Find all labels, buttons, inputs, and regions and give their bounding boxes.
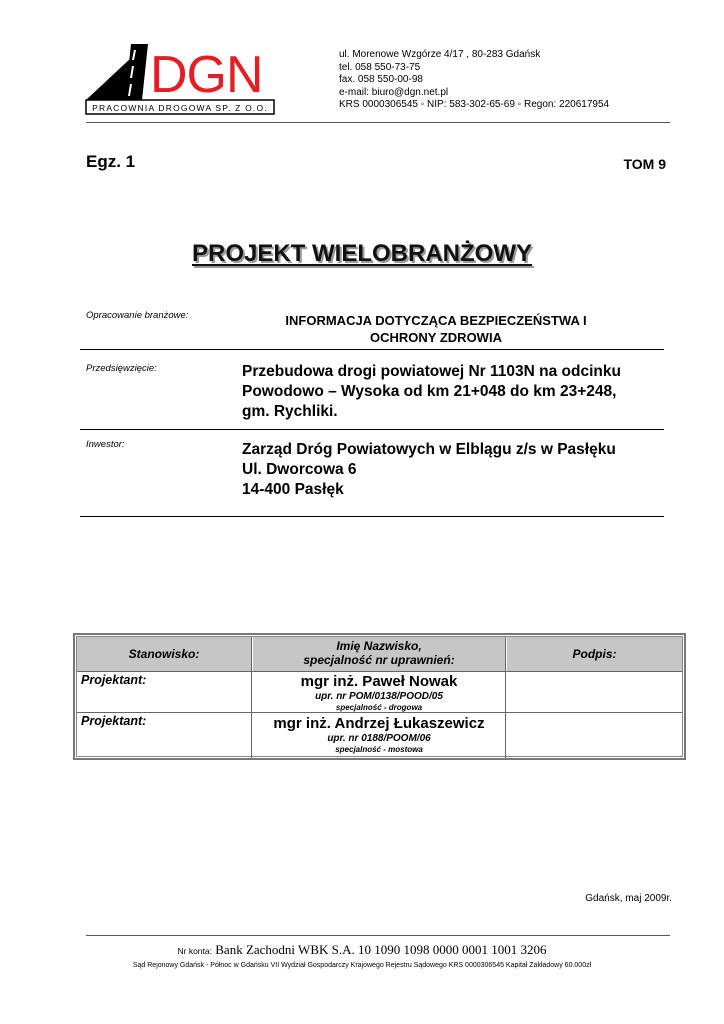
investor-line-1: Zarząd Dróg Powiatowych w Elblągu z/s w Pasłęku (242, 441, 616, 458)
bank-account (0, 942, 724, 958)
company-contact-info (339, 49, 609, 112)
header-cell-name (253, 637, 506, 671)
court-registration: Sąd Rejonowy Gdańsk - Północ w Gdańsku VII Wydział Gospodarczy Krajowego Rejestru Sądowego KRS 0000306545 Kapitał Zakładowy 60.000zł (132, 962, 592, 969)
place-date: Gdańsk, maj 2009r. (585, 893, 672, 904)
copy-number: Egz. 1 (86, 152, 136, 171)
header-cell-position (77, 637, 252, 671)
role-cell (77, 713, 252, 758)
document-title-text: PROJEKT WIELOBRANŻOWY (192, 240, 532, 267)
fax: fax. 058 550-00-98 (339, 74, 423, 86)
email: e-mail: biuro@dgn.net.pl (339, 86, 449, 98)
role-label: Projektant: (81, 714, 147, 728)
specialty: specjalność - drogowa (335, 703, 423, 712)
section-divider-bottom (80, 516, 664, 517)
license-number: upr. nr POM/0138/POOD/05 (315, 691, 443, 702)
registry-numbers: KRS 0000306545 ◦ NIP: 583-302-65-69 ◦ Regon: 220617954 (339, 99, 610, 111)
table-header-row (77, 637, 682, 672)
bank-account-value: Bank Zachodni WBK S.A. 10 1090 1098 0000 0001 1001 3206 (215, 942, 547, 957)
section-divider (80, 429, 664, 430)
header-name-line-2: specjalność nr uprawnień: (303, 653, 455, 667)
footer-divider (86, 935, 670, 936)
role-cell (77, 672, 252, 712)
address: ul. Morenowe Wzgórze 4/17 , 80-283 Gdańsk (339, 49, 541, 60)
header-name-line-1: Imię Nazwisko, (336, 639, 422, 653)
person-cell (253, 713, 506, 758)
branch-line-1: INFORMACJA DOTYCZĄCA BEZPIECZEŃSTWA I (285, 313, 587, 328)
license-number: upr. nr 0188/POOM/06 (327, 733, 431, 744)
investor-line-3: 14-400 Pasłęk (242, 481, 344, 498)
project-label: Przedsięwzięcie: (86, 363, 157, 374)
project-description (242, 362, 621, 422)
company-logo (84, 42, 276, 116)
header-divider (86, 122, 670, 123)
bank-account-label: Nr konta: (177, 946, 212, 956)
investor-label: Inwestor: (86, 439, 125, 450)
telephone: tel. 058 550-73-75 (339, 61, 421, 73)
investor-description (242, 440, 616, 500)
logo-text: DGN (150, 46, 263, 104)
header-signature-label: Podpis: (572, 647, 617, 661)
header-cell-signature (507, 637, 682, 671)
signature-table (73, 633, 686, 760)
signature-cell (507, 713, 682, 758)
person-name: mgr inż. Andrzej Łukaszewicz (273, 715, 485, 732)
project-line-3: gm. Rychliki. (242, 403, 338, 420)
branch-label: Opracowanie branżowe: (86, 310, 189, 321)
branch-value (226, 312, 646, 346)
volume-number: TOM 9 (623, 156, 666, 172)
person-name: mgr inż. Paweł Nowak (300, 673, 458, 690)
branch-line-2: OCHRONY ZDROWIA (370, 330, 502, 345)
logo-subtitle: PRACOWNIA DROGOWA SP. Z O.O. (92, 103, 268, 113)
project-line-1: Przebudowa drogi powiatowej Nr 1103N na odcinku (242, 363, 621, 380)
document-title (0, 240, 724, 268)
table-row (77, 713, 682, 758)
role-label: Projektant: (81, 673, 147, 687)
project-line-2: Powodowo – Wysoka od km 21+048 do km 23+248, (242, 383, 617, 400)
header-position-label: Stanowisko: (128, 647, 200, 661)
table-row (77, 672, 682, 713)
investor-line-2: Ul. Dworcowa 6 (242, 461, 357, 478)
section-divider (80, 349, 664, 350)
person-cell (253, 672, 506, 712)
specialty: specjalność - mostowa (335, 745, 423, 754)
signature-cell (507, 672, 682, 712)
